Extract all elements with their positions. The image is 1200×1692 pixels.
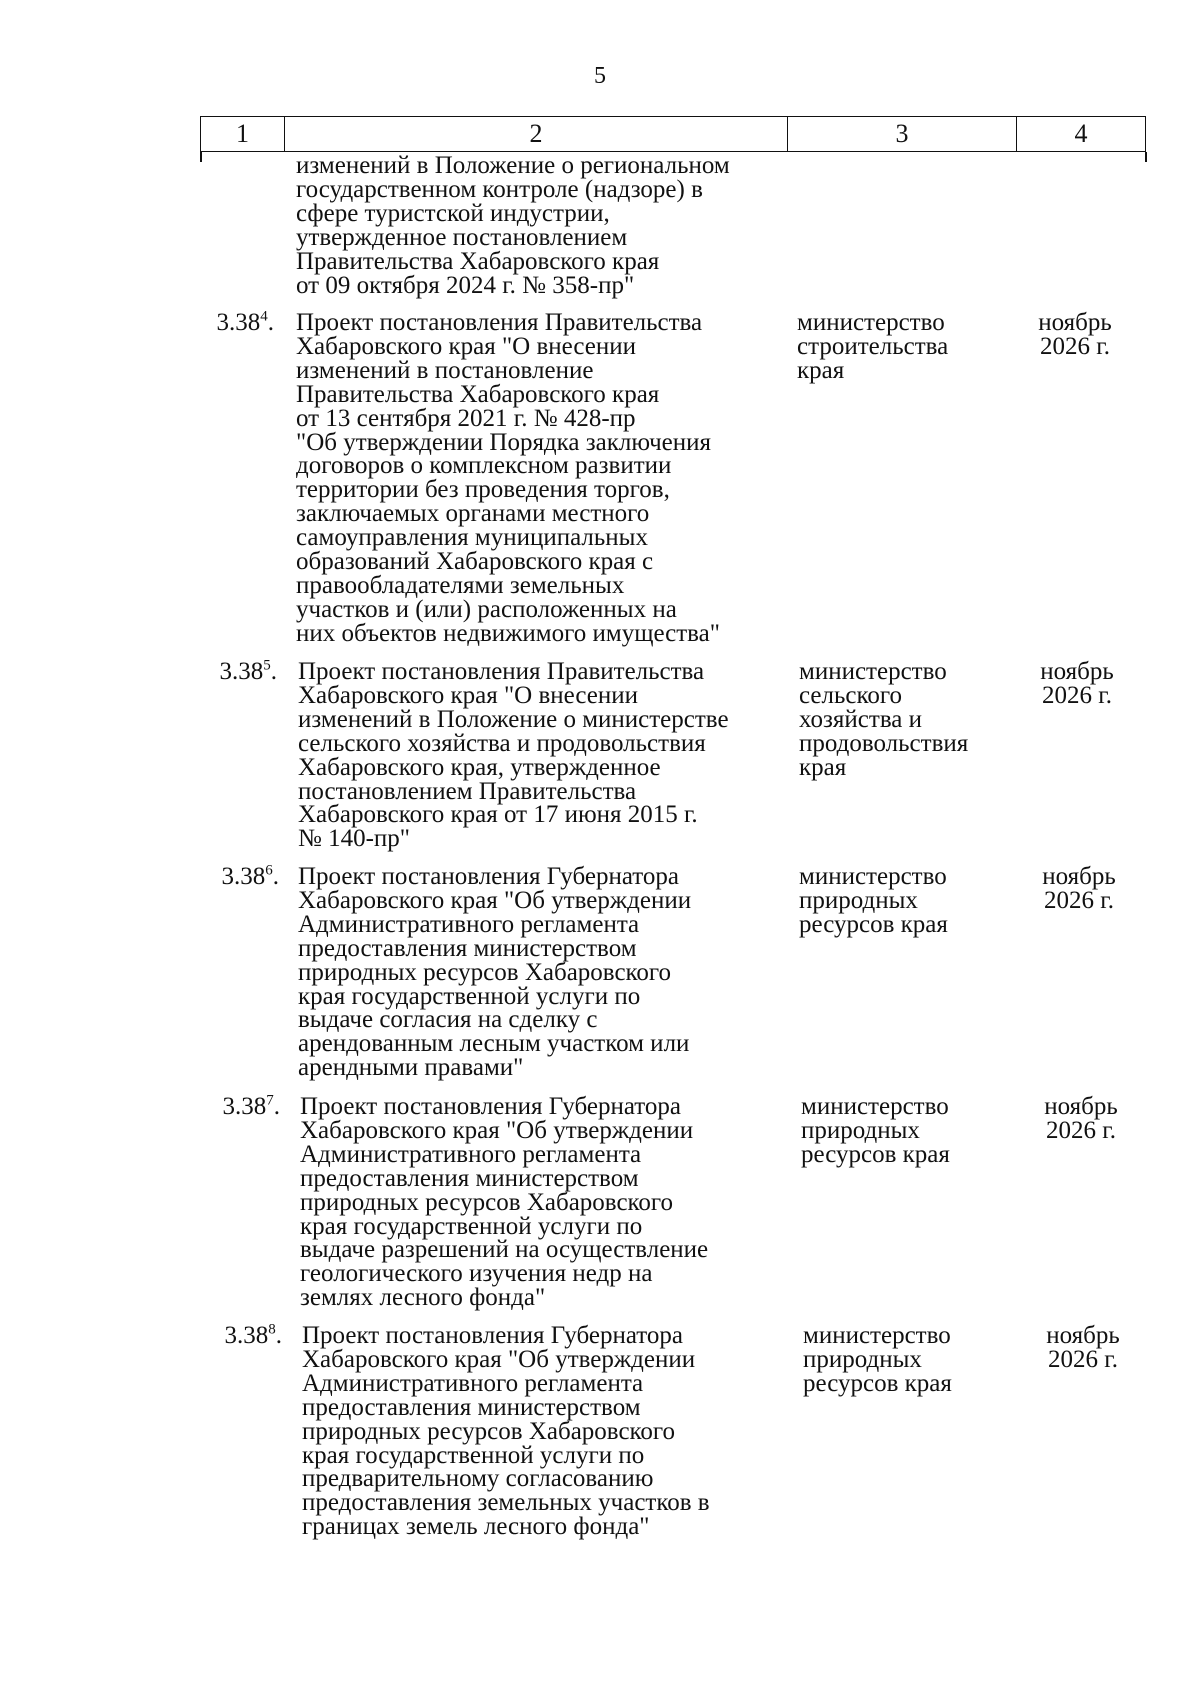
row-title: Проект постановления Правительства Хабаровского края "О внесении изменений в постановление Правительства Хабаровского края от 13 сентября 2021 г. № 428-пр "Об утверждении Порядка заключения договоров о комплексном развитии территории без проведения торгов, заключаемых органами местного самоуправления муниципальных образований Хабаровского края с правообладателями земельных участков и (или) расположенных на них объектов недвижимого имущества"	[296, 309, 720, 647]
row-date: ноябрь 2026 г.	[1044, 1093, 1118, 1144]
table-border-tick	[1145, 152, 1147, 162]
row-number: 3.38$^5$.	[219, 657, 277, 685]
continuation-text: изменений в Положение о региональном государственном контроле (надзоре) в сфере туристской индустрии, утвержденное постановлением Правительства Хабаровского края от 09 октября 2024 г. № 358-пр"	[296, 152, 730, 299]
page-number: 5	[594, 63, 606, 89]
row-number: 3.38$^7$.	[222, 1092, 280, 1120]
header-col-4: 4	[1074, 119, 1088, 148]
row-title: Проект постановления Губернатора Хабаровского края "Об утверждении Административного регламента предоставления министерством природных ресурсов Хабаровского края государственной услуги по выдаче согласия на сделку с арендованным лесным участком или арендными правами"	[298, 863, 692, 1082]
row-responsible: министерство строительства края	[797, 309, 949, 384]
header-col-2: 2	[285, 117, 788, 151]
row-date: ноябрь 2026 г.	[1046, 1322, 1120, 1373]
header-col-3: 3	[788, 117, 1017, 151]
header-col-1: 1	[201, 117, 285, 151]
row-date: ноябрь 2026 г.	[1040, 658, 1114, 709]
row-title: Проект постановления Губернатора Хабаровского края "Об утверждении Административного регламента предоставления министерством природных ресурсов Хабаровского края государственной услуги по предварительному согласованию предоставления земельных участков в границах земель лесного фонда"	[302, 1322, 710, 1541]
table-header	[200, 116, 1146, 152]
row-responsible: министерство сельского хозяйства и продовольствия края	[799, 658, 969, 781]
row-date: ноябрь 2026 г.	[1038, 309, 1112, 360]
row-title: Проект постановления Правительства Хабаровского края "О внесении изменений в Положение о министерстве сельского хозяйства и продовольствия Хабаровского края, утвержденное постановлением Правительства Хабаровского края от 17 июня 2015 г. № 140-пр"	[298, 658, 729, 853]
row-responsible: министерство природных ресурсов края	[799, 863, 948, 938]
row-responsible: министерство природных ресурсов края	[801, 1093, 950, 1168]
row-number: 3.38$^4$.	[216, 308, 274, 336]
row-title: Проект постановления Губернатора Хабаровского края "Об утверждении Административного регламента предоставления министерством природных ресурсов Хабаровского края государственной услуги по выдаче разрешений на осуществление геологического изучения недр на землях лесного фонда"	[300, 1093, 709, 1312]
row-number: 3.38$^8$.	[224, 1321, 282, 1349]
row-number: 3.38$^6$.	[221, 862, 279, 890]
row-responsible: министерство природных ресурсов края	[803, 1322, 952, 1397]
table-border-tick	[200, 152, 202, 162]
row-date: ноябрь 2026 г.	[1042, 863, 1116, 914]
